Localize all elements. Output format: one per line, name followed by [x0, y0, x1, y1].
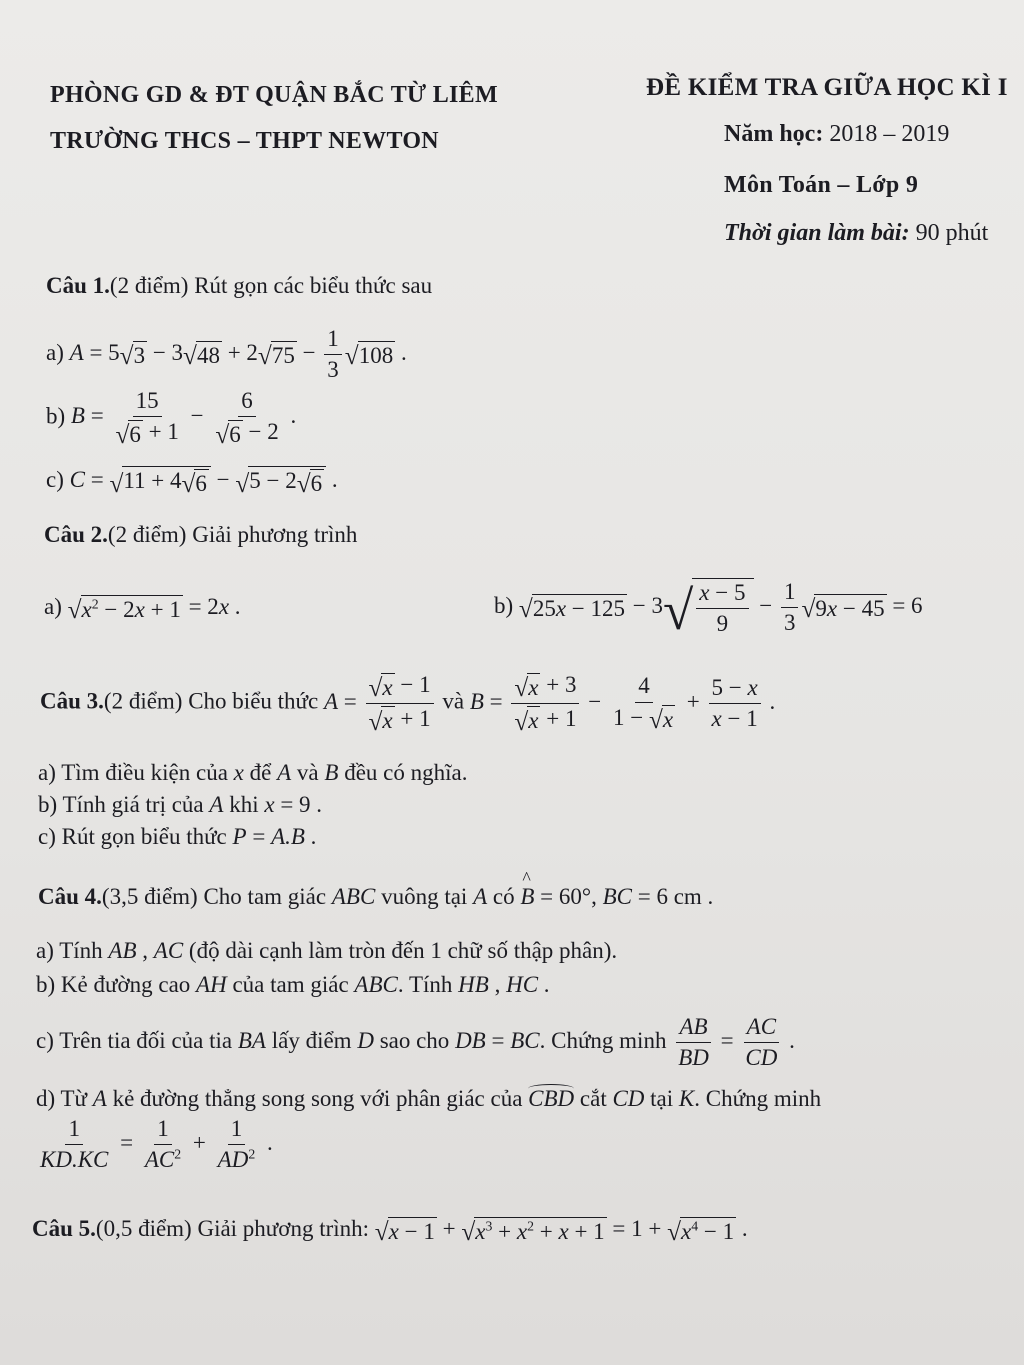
q4-title: Câu 4.(3,5 điểm) Cho tam giác ABC vuông tại A có ^ B = 60°, BC = 6 cm . [38, 884, 713, 910]
time-limit [724, 220, 988, 247]
school-year-value: 2018 – 2019 [829, 121, 950, 147]
q3c: c) Rút gọn biểu thức P = A.B . [38, 824, 317, 849]
q2-points: (2 điểm) Giải phương trình [107, 522, 358, 547]
q3b: b) Tính giá trị của A khi x = 9 . [38, 792, 323, 817]
q4-points: (3,5 điểm) Cho tam giác [101, 884, 327, 909]
q3a: a) Tìm điều kiện của x để A và B đều có nghĩa. [38, 760, 468, 785]
q3-expression-b: B = √ x + 3 √ x + 1 − 4 1 − √ x + $\frac{5 - x}{x - 1}$ . [469, 672, 776, 736]
q4b-text: b) Kẻ đường cao [36, 972, 191, 997]
q1a [46, 326, 407, 384]
department-name: PHÒNG GD & ĐT QUẬN BẮC TỪ LIÊM [50, 82, 498, 108]
q4b-calc: . Tính [397, 972, 453, 997]
q1b [46, 388, 296, 448]
q2a-label: a) [44, 594, 62, 619]
school-year-label: Năm học: [724, 121, 824, 147]
q2b [494, 578, 923, 641]
q4c-mid: lấy điểm [271, 1028, 352, 1054]
q3-and: và [442, 688, 465, 714]
q1b-expression: B = 15 √ 6 + 1 − 6 √ 6 − 2 . [70, 388, 297, 450]
q4d-formula: $\frac{1}{KD.KC}$ = $\frac{1}{AC^2}$ + $\frac{1}{AD^2}$ . [40, 1116, 273, 1173]
q3-points: (2 điểm) Cho biểu thức [103, 688, 319, 714]
q4d-mid: kẻ đường thẳng song song với phân giác của [112, 1086, 523, 1111]
q3a-and: và [296, 760, 319, 785]
q4a: a) Tính AB , AC (độ dài cạnh làm tròn đến 1 chữ số thập phân). [36, 938, 618, 963]
q4d-at: tại [650, 1086, 674, 1111]
q5-expression: √ x − 1 + √ $x^3 + x^2 + x + 1$ = 1 + √ $x^4 - 1$ . [374, 1216, 748, 1246]
q3a-text: a) Tìm điều kiện của [38, 760, 228, 785]
q1a-expression: A = 5 √ 3 − 3 √ 48 + 2 √ 75 − $\frac{1}{3}$ √ 108 . [69, 326, 407, 383]
q4b-mid: của tam giác [232, 972, 349, 997]
q4a-end: (độ dài cạnh làm tròn đến 1 chữ số thập phân). [188, 938, 618, 963]
q3-label: Câu 3. [40, 688, 104, 714]
time-value: 90 phút [915, 220, 989, 246]
q1-title [46, 273, 432, 299]
q3b-mid: khi [229, 792, 259, 817]
q3-expression-a: A = √ x − 1 √ x + 1 [324, 689, 442, 714]
q2-label: Câu 2. [44, 522, 108, 547]
subject: Môn Toán – Lớp 9 [724, 172, 919, 198]
q4c-such: sao cho [379, 1028, 450, 1054]
q4d-cut: cắt [579, 1086, 607, 1111]
q4b: b) Kẻ đường cao AH của tam giác ABC. Tính HB , HC . [36, 972, 550, 997]
q5 [32, 1216, 748, 1245]
q4-intro-has: có [492, 884, 515, 909]
q3c-text: c) Rút gọn biểu thức [38, 824, 227, 849]
q1c-expression: C = √ 11 + 4 √ 6 − √ 5 − 2 √ 6 . [69, 466, 338, 498]
q1c-label: c) [46, 466, 64, 492]
q4c-text: c) Trên tia đối của tia [36, 1028, 233, 1054]
school-year [724, 121, 949, 148]
q4d-text: d) Từ [36, 1086, 88, 1111]
q4-given: ^ B = 60°, BC = 6 cm . [520, 884, 713, 909]
q4-label: Câu 4. [38, 884, 102, 909]
q2b-label: b) [494, 593, 514, 619]
q4a-text: a) Tính [36, 938, 103, 963]
q1c [46, 466, 338, 497]
q4-intro-mid: vuông tại [381, 884, 468, 909]
q5-label: Câu 5. [32, 1216, 96, 1241]
q2b-expression: √ 25x − 125 − 3 √ $\frac{x - 5}{9}$ − $\frac{1}{3}$ √ 9x − 45 = 6 [518, 579, 923, 641]
school-name: TRƯỜNG THCS – THPT NEWTON [50, 128, 439, 154]
time-label: Thời gian làm bài: [724, 220, 910, 246]
q2a [44, 594, 241, 623]
q5-points: (0,5 điểm) Giải phương trình: [95, 1216, 370, 1241]
q2-title [44, 522, 357, 548]
q3a-end: đều có nghĩa. [344, 760, 468, 785]
q1-label: Câu 1. [46, 273, 110, 298]
q1-points: (2 điểm) Rút gọn các biểu thức sau [109, 273, 433, 298]
q1b-label: b) [46, 403, 66, 429]
q3a-mid: để [249, 760, 272, 785]
q4c: c) Trên tia đối của tia BA lấy điểm D sao cho DB = BC. Chứng minh $\frac{AB}{BD}$ = $\frac{AC}{CD}$ . [36, 1014, 795, 1071]
q4d: d) Từ A kẻ đường thẳng song song với phân giác của CBD cắt CD tại K. Chứng minh [36, 1086, 822, 1111]
q4c-prove: . Chứng minh [539, 1028, 667, 1054]
exam-title: ĐỀ KIỂM TRA GIỮA HỌC KÌ I [646, 74, 1008, 101]
q3-title [40, 672, 775, 735]
q1a-label: a) [46, 340, 64, 366]
q2a-expression: √ $x^2 - 2x + 1$ = 2x . [67, 594, 241, 624]
q3b-text: b) Tính giá trị của [38, 792, 204, 817]
q4d-prove: . Chứng minh [694, 1086, 822, 1111]
